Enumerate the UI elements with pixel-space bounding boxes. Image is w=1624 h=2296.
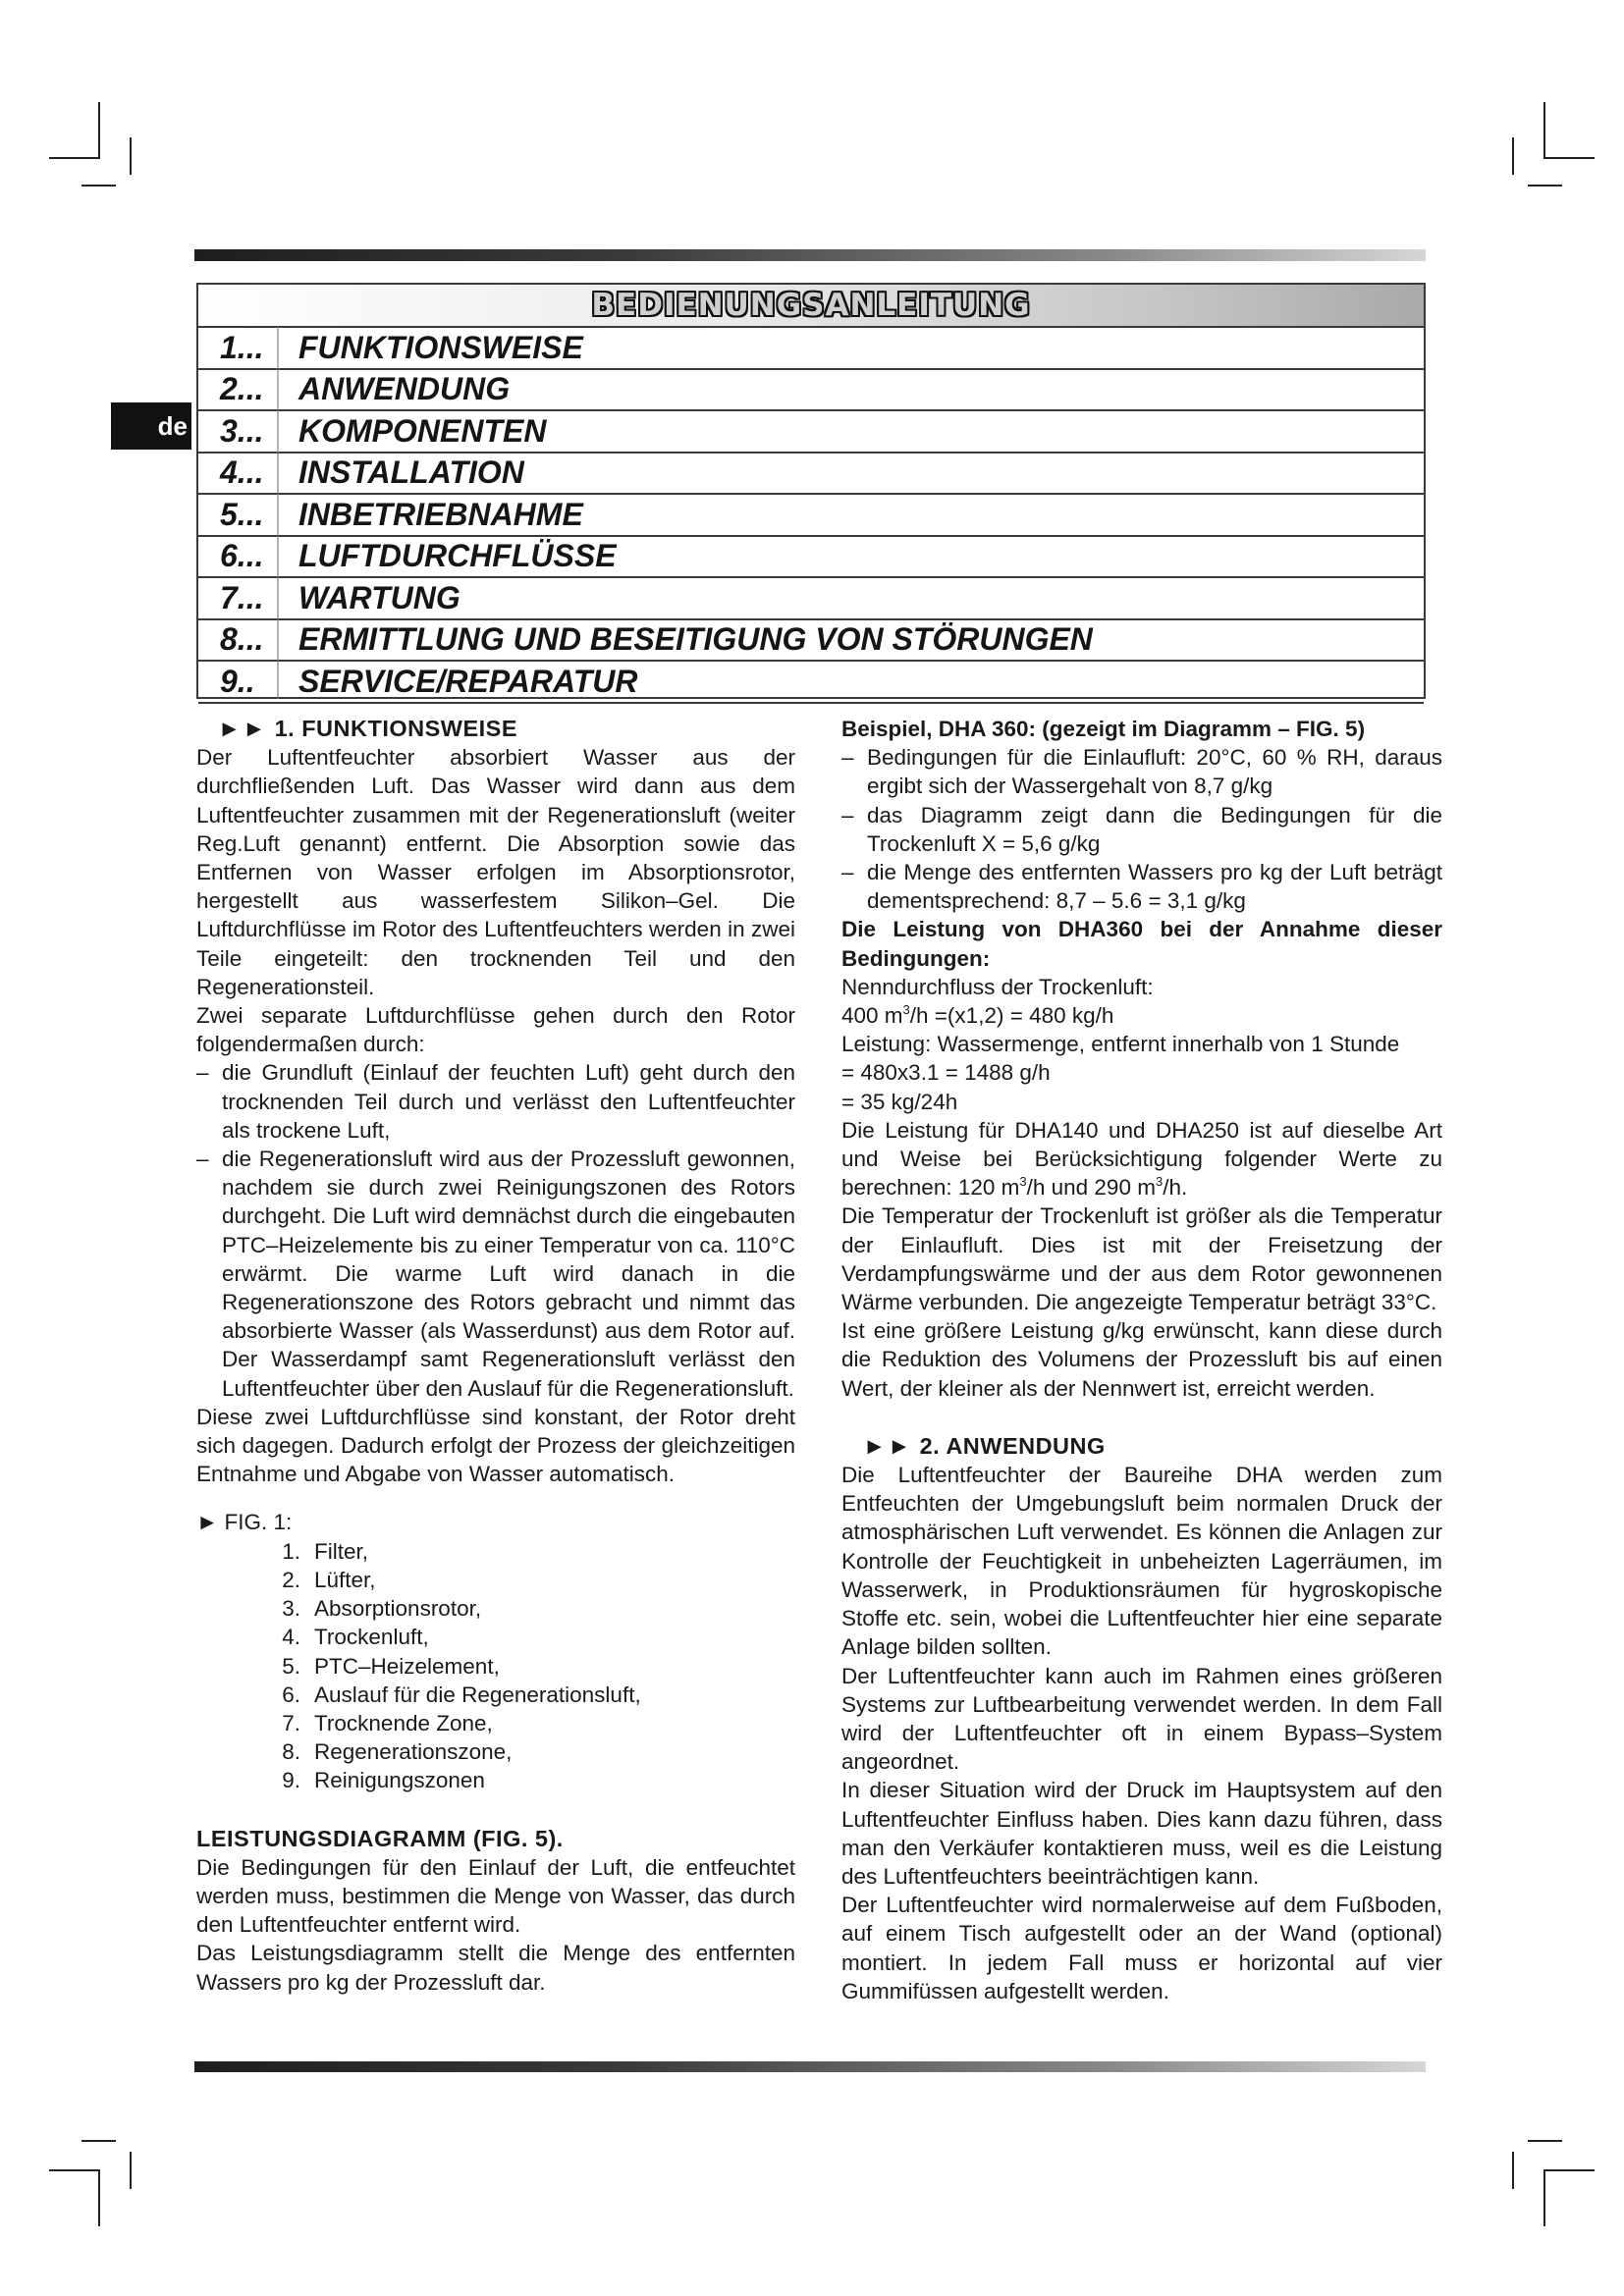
- list-item: 2. Lüfter,: [282, 1567, 376, 1592]
- crop-mark: [49, 157, 98, 159]
- paragraph: Die Temperatur der Trockenluft ist größer als die Temperatur der Einlaufluft. Dies ist mit der Freisetzung der Verdampfungswärme und der aus dem Rotor gewonnenen Wärme verbunden. Die angezeigte Temperatur beträgt 33°C.: [841, 1203, 1442, 1315]
- list-item: – die Menge des entfernten Wassers pro kg der Luft beträgt dementsprechend: 8,7 – 5.6 = 3,1 g/kg: [841, 860, 1442, 914]
- toc-item[interactable]: 3... KOMPONENTEN: [198, 411, 1424, 454]
- bottom-rule: [194, 2061, 1426, 2072]
- crop-mark: [1528, 2140, 1562, 2142]
- text-line: = 480x3.1 = 1488 g/h: [841, 1060, 1051, 1086]
- list-item: – die Regenerationsluft wird aus der Prozessluft gewonnen, nachdem sie durch zwei Reinigungszonen des Rotors durchgeht. Die Luft wird demnächst durch die eingebauten PTC–Heizelemente bis zu einer Temperatur von ca. 110°C erwärmt. Die warme Luft wird danach in die Regenerationszone des Rotors gebracht und nimmt das absorbierte Wasser (als Wasserdunst) aus dem Rotor auf. Der Wasserdampf samt Regenerationsluft verlässt den Luftentfeuchter über den Auslauf für die Regenerationsluft.: [196, 1147, 795, 1401]
- toc-item[interactable]: 1... FUNKTIONSWEISE: [198, 328, 1424, 370]
- crop-mark: [1545, 157, 1595, 159]
- crop-mark: [98, 2169, 100, 2226]
- left-column: [196, 715, 795, 1997]
- toc-item[interactable]: 9.. SERVICE/REPARATUR: [198, 662, 1424, 704]
- list-item: 7. Trocknende Zone,: [282, 1710, 493, 1735]
- section-heading-funktionsweise: ►► 1. FUNKTIONSWEISE: [218, 716, 517, 741]
- list-item: – die Grundluft (Einlauf der feuchten Luft) geht durch den trocknenden Teil durch und verlässt den Luftentfeuchter als trockene Luft,: [196, 1060, 795, 1143]
- list-item: 6. Auslauf für die Regenerationsluft,: [282, 1682, 641, 1707]
- toc-divider: [277, 326, 279, 699]
- crop-mark: [1512, 2152, 1514, 2189]
- toc-item[interactable]: 2... ANWENDUNG: [198, 370, 1424, 412]
- toc-title: BEDIENUNGSANLEITUNG: [591, 288, 1031, 323]
- figure-legend: [255, 1537, 795, 1795]
- paragraph: In dieser Situation wird der Druck im Hauptsystem auf den Luftentfeuchter Einfluss haben. Dies kann dazu führen, dass man den Verkäufer kontaktieren muss, weil es die Leistung des Luftentfeuchters beeinträchtigen kann.: [841, 1778, 1442, 1889]
- paragraph: Ist eine größere Leistung g/kg erwünscht, kann diese durch die Reduktion des Volumens der Prozessluft bis auf einen Wert, der kleiner als der Nennwert ist, erreicht werden.: [841, 1318, 1442, 1401]
- paragraph: Der Luftentfeuchter absorbiert Wasser aus der durchfließenden Luft. Das Wasser wird dann aus dem Luftentfeuchter zusammen mit der Regenerationsluft (weiter Reg.Luft genannt) entfernt. Die Absorption sowie das Entfernen von Wasser erfolgen im Absorptionsrotor, hergestellt aus wasserfestem Silikon–Gel. Die Luftdurchflüsse im Rotor des Luftentfeuchters werden in zwei Teile eingeteilt: den trocknenden Teil und den Regenerationsteil.: [196, 745, 795, 999]
- paragraph: Der Luftentfeuchter wird normalerweise auf dem Fußboden, auf einem Tisch aufgestellt oder an der Wand (optional) montiert. In jedem Fall muss er horizontal auf vier Gummifüssen aufgestellt werden.: [841, 1893, 1442, 2003]
- crop-mark: [1528, 185, 1562, 187]
- paragraph: Die Leistung für DHA140 und DHA250 ist auf dieselbe Art und Weise bei Berücksichtigung folgender Werte zu berechnen: 120 $m^3/h$ und 290 $m^3/h$.: [841, 1117, 1442, 1201]
- crop-mark: [1543, 102, 1545, 159]
- list-item: – Bedingungen für die Einlaufluft: 20°C, 60 % RH, daraus ergibt sich der Wassergehalt von 8,7 g/kg: [841, 745, 1442, 799]
- crop-mark: [1545, 2169, 1595, 2171]
- crop-mark: [1543, 2169, 1545, 2226]
- paragraph: Diese zwei Luftdurchflüsse sind konstant, der Rotor dreht sich dagegen. Dadurch erfolgt der Prozess der gleichzeitigen Entnahme und Abgabe von Wasser automatisch.: [196, 1404, 795, 1487]
- text-line: Leistung: Wassermenge, entfernt innerhalb von 1 Stunde: [841, 1032, 1400, 1057]
- right-column: [841, 715, 1442, 2005]
- toc-item[interactable]: 4... INSTALLATION: [198, 454, 1424, 496]
- performance-heading: Die Leistung von DHA360 bei der Annahme dieser Bedingungen:: [841, 917, 1442, 971]
- section-heading-anwendung: ►► 2. ANWENDUNG: [863, 1432, 1106, 1459]
- top-rule: [194, 249, 1426, 261]
- paragraph: Das Leistungsdiagramm stellt die Menge des entfernten Wassers pro kg der Prozessluft dar.: [196, 1941, 795, 1995]
- crop-mark: [1512, 137, 1514, 175]
- list-item: 9. Reinigungszonen: [282, 1768, 485, 1793]
- subheading-leistungsdiagramm: LEISTUNGSDIAGRAMM (FIG. 5).: [196, 1825, 564, 1851]
- list-item: 1. Filter,: [282, 1538, 369, 1564]
- crop-mark: [130, 2152, 132, 2189]
- example-heading: Beispiel, DHA 360: (gezeigt im Diagramm – FIG. 5): [841, 717, 1366, 741]
- language-tab: de: [111, 402, 191, 450]
- toc-item[interactable]: 5... INBETRIEBNAHME: [198, 495, 1424, 537]
- paragraph: Zwei separate Luftdurchflüsse gehen durch den Rotor folgendermaßen durch:: [196, 1003, 795, 1057]
- crop-mark: [130, 137, 132, 175]
- list-item: 4. Trockenluft,: [282, 1625, 429, 1650]
- crop-mark: [98, 102, 100, 159]
- paragraph: Die Bedingungen für den Einlauf der Luft, die entfeuchtet werden muss, bestimmen die Menge von Wasser, das durch den Luftentfeuchter entfernt wird.: [196, 1854, 795, 1938]
- toc-item[interactable]: 8... ERMITTLUNG UND BESEITIGUNG VON STÖRUNGEN: [198, 620, 1424, 663]
- list-item: 3. Absorptionsrotor,: [282, 1596, 482, 1622]
- figure-label: ► FIG. 1:: [196, 1510, 293, 1535]
- crop-mark: [49, 2169, 98, 2171]
- list-item: 8. Regenerationszone,: [282, 1739, 513, 1765]
- list-item: – das Diagramm zeigt dann die Bedingungen für die Trockenluft X = 5,6 g/kg: [841, 802, 1442, 856]
- paragraph: Der Luftentfeuchter kann auch im Rahmen eines größeren Systems zur Luftbearbeitung verwendet werden. In dem Fall wird der Luftentfeuchter oft in einem Bypass–System angeordnet.: [841, 1663, 1442, 1775]
- text-line: Nenndurchfluss der Trockenluft:: [841, 974, 1154, 999]
- toc-item[interactable]: 6... LUFTDURCHFLÜSSE: [198, 537, 1424, 579]
- list-item: 5. PTC–Heizelement,: [282, 1653, 500, 1679]
- text-line: = 35 kg/24h: [841, 1089, 958, 1114]
- crop-mark: [81, 2140, 116, 2142]
- crop-mark: [81, 185, 116, 187]
- paragraph: Die Luftentfeuchter der Baureihe DHA werden zum Entfeuchten der Umgebungsluft beim normalen Druck der atmosphärischen Luft verwendet. Es können die Anlagen zur Kontrolle der Feuchtigkeit in unbeheizten Lagerräumen, im Wasserwerk, in Produktionsräumen für hygroskopische Stoffe etc. sein, wobei die Luftentfeuchter hier eine separate Anlage bilden sollten.: [841, 1463, 1442, 1660]
- toc-header: [198, 285, 1424, 328]
- toc-item[interactable]: 7... WARTUNG: [198, 578, 1424, 620]
- text-line: 400 $m^3/h =(x1,2) = 480$ kg/h: [841, 1002, 1114, 1029]
- table-of-contents: [196, 283, 1426, 699]
